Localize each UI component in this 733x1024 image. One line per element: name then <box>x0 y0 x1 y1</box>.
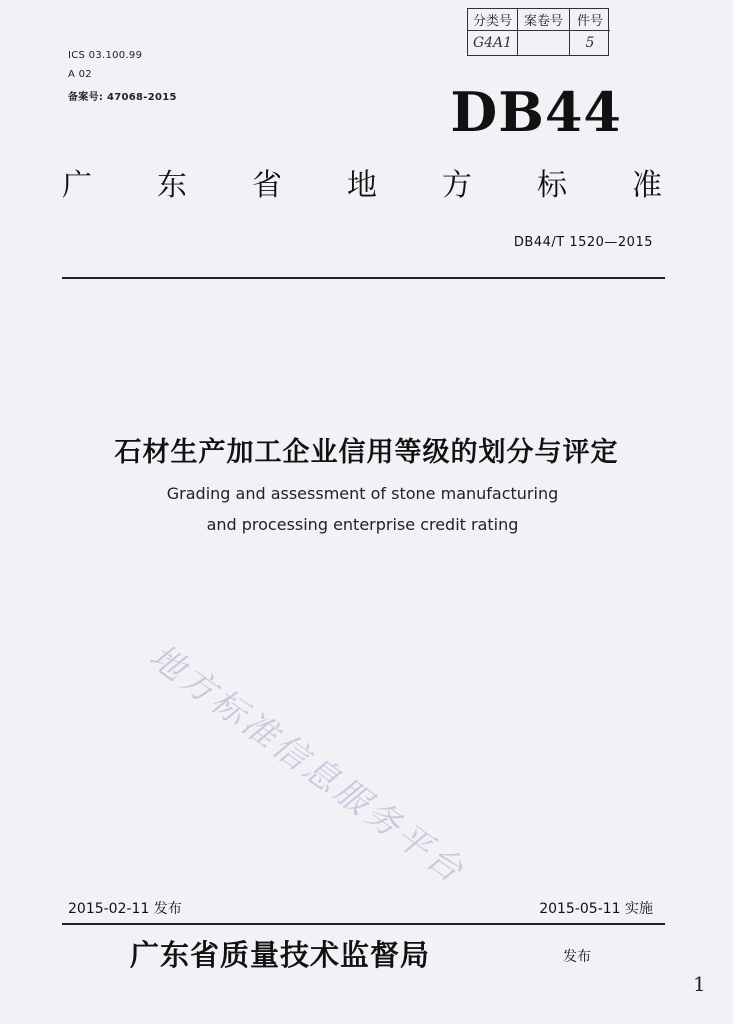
implement-date: 2015-05-11 实施 <box>539 901 653 917</box>
stamp-value-item: 5 <box>585 35 595 51</box>
stamp-header-file: 案卷号 <box>518 9 570 31</box>
standard-type-char: 广 <box>62 168 92 203</box>
category-code: A 02 <box>68 69 92 80</box>
standard-type-char: 省 <box>252 168 282 203</box>
standard-type-char: 地 <box>347 168 377 203</box>
footer-divider <box>62 923 665 925</box>
publish-date: 2015-02-11 发布 <box>68 901 182 917</box>
standard-type-char: 方 <box>442 168 472 203</box>
standard-number: DB44/T 1520—2015 <box>513 235 653 250</box>
archive-stamp-table <box>467 8 609 56</box>
standard-type-heading <box>62 160 662 204</box>
title-chinese: 石材生产加工企业信用等级的划分与评定 <box>114 437 619 468</box>
standard-type-char: 标 <box>537 168 567 203</box>
ics-code: ICS 03.100.99 <box>68 50 143 61</box>
standard-type-char: 准 <box>632 168 662 203</box>
title-english-line-2: and processing enterprise credit rating <box>206 515 519 534</box>
stamp-value-file <box>518 31 570 55</box>
stamp-header-category: 分类号 <box>468 9 518 31</box>
record-number: 备案号: 47068-2015 <box>68 92 177 103</box>
header-divider <box>62 277 665 279</box>
db44-code: DB44 <box>450 80 622 144</box>
page-number: 1 <box>693 972 706 996</box>
issue-label: 发布 <box>563 949 591 965</box>
standard-type-char: 东 <box>157 168 187 203</box>
watermark-text: 地方标准信息服务平台 <box>141 636 473 893</box>
stamp-header-item: 件号 <box>570 9 610 31</box>
title-english-line-1: Grading and assessment of stone manufacturing <box>166 484 559 503</box>
issuing-authority: 广东省质量技术监督局 <box>130 938 431 972</box>
stamp-value-category: G4A1 <box>468 31 518 55</box>
